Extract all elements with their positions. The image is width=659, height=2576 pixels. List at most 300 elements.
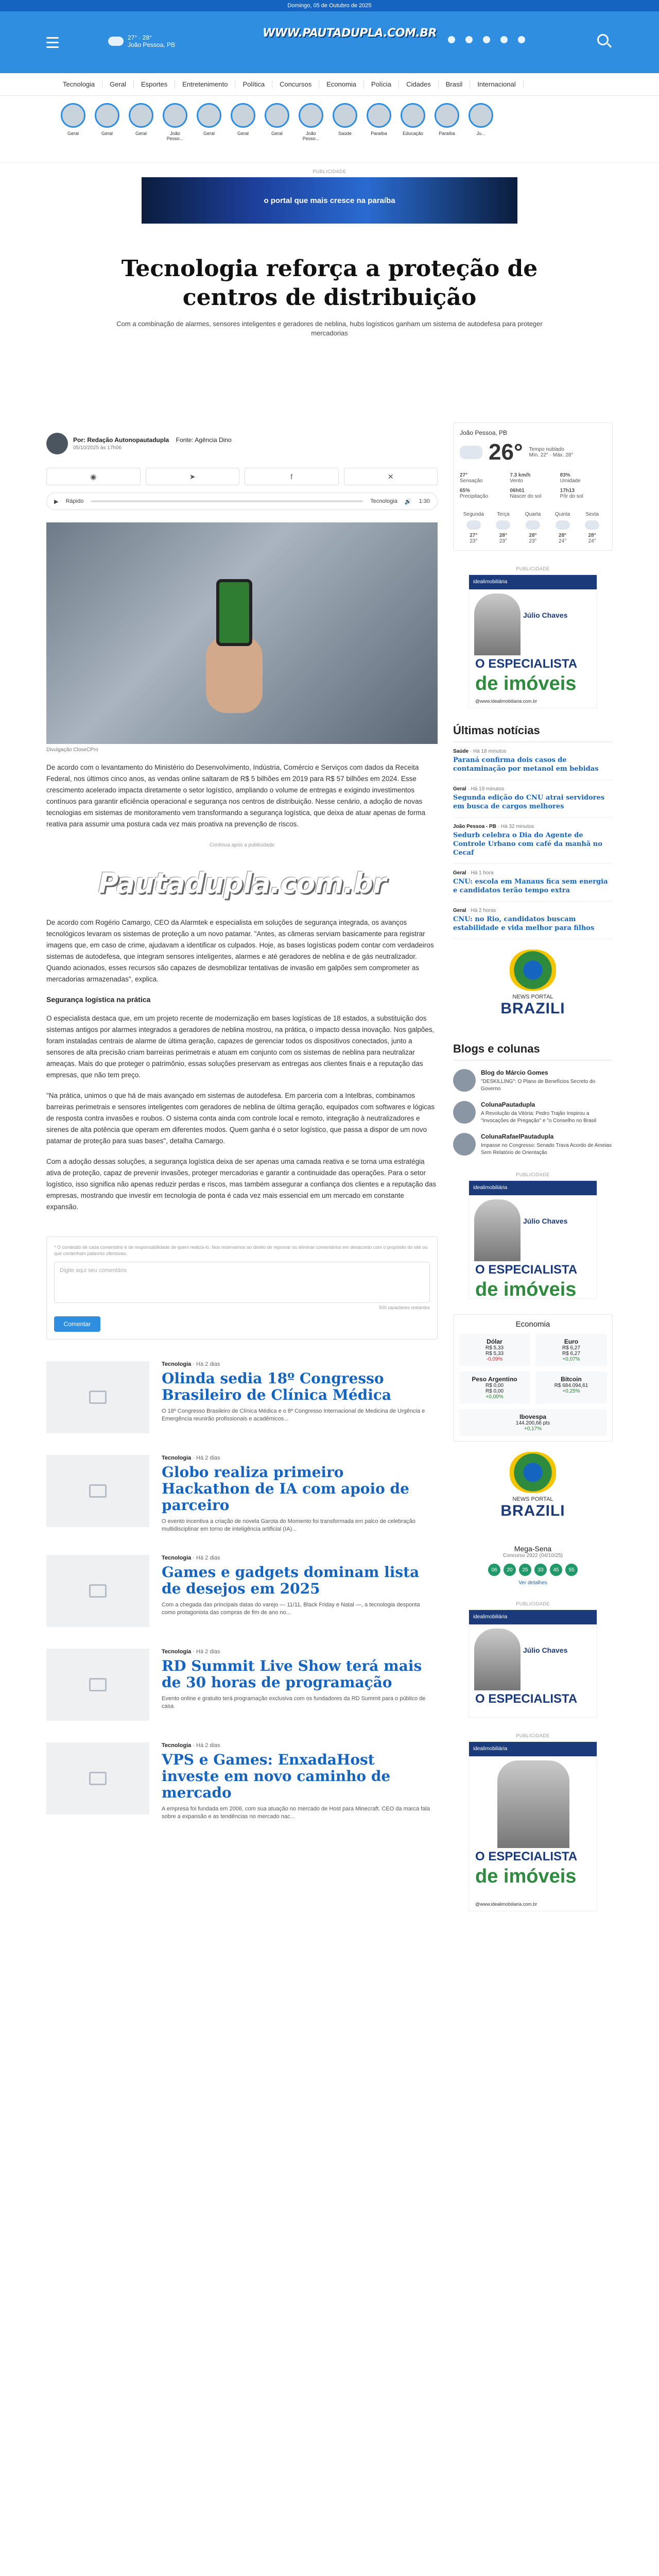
nav-item[interactable]: Internacional: [470, 80, 523, 88]
nav-item[interactable]: Entretenimento: [175, 80, 235, 88]
author-row: [46, 433, 438, 454]
economy-value-sell: R$ 0,00: [485, 1388, 504, 1394]
related-thumb[interactable]: [46, 1742, 149, 1815]
article-paragraph: O especialista destaca que, em um projeto recente de modernização em bases logísticas de 18 estados, a substituição dos sistemas antigos por alarmes integrados a geradores de neblina mostrou, na prática, o impacto dessa inovação. Nos galpões, foram instaladas centrais de alarme de última geração, capazes de gerenciar todos os dispositivos conectados, junto a sensores de alta precisão criam barreiras perimetrais e atuam em conjunto com os sistemas de neblina para neutralizar ameaças. Mais do que proteger o patrimônio, essas soluções preservam as entregas aos clientes finais e a reputação das empresas, que não tem preço.: [46, 1014, 435, 1079]
side-ad-image[interactable]: [469, 1180, 597, 1299]
social-links: [448, 36, 525, 43]
latest-category: João Pessoa - PB: [453, 824, 496, 829]
related-item[interactable]: [46, 1649, 438, 1721]
story-item[interactable]: [435, 103, 459, 162]
nav-item[interactable]: Concursos: [272, 80, 319, 88]
weather-temp: 26°: [489, 439, 523, 465]
latest-time: Há 18 minutos: [473, 749, 507, 754]
image-placeholder-icon: [89, 1391, 107, 1404]
mega-sena-widget: [453, 1545, 613, 1586]
mega-details-link[interactable]: Ver detalhes: [518, 1580, 547, 1586]
related-item[interactable]: [46, 1742, 438, 1821]
related-excerpt: O 18º Congresso Brasileiro de Clínica Médica e o 8º Congresso Internacional de Medicina de Urgência e Emergência reunirão profissionais e acadêmicos...: [162, 1408, 425, 1422]
related-meta: Tecnologia · Há 2 dias: [162, 1455, 220, 1461]
story-label: Geral: [67, 131, 79, 136]
avatar: [453, 1101, 476, 1124]
economy-name: Bitcoin: [561, 1376, 582, 1383]
related-thumb[interactable]: [46, 1455, 149, 1527]
whatsapp-icon[interactable]: [518, 36, 525, 43]
list-item[interactable]: [453, 864, 613, 902]
forecast-max: 28°: [499, 533, 507, 538]
current-date: Domingo, 05 de Outubro de 2025: [287, 3, 372, 9]
weather-desc: Tempo nublado: [529, 447, 564, 452]
forecast-max: 28°: [529, 533, 537, 538]
weather-stat-value: 65%: [460, 488, 471, 494]
comment-submit-button[interactable]: Comentar: [54, 1316, 100, 1332]
sidebar: [453, 422, 613, 1911]
economy-item: [535, 1371, 607, 1404]
related-meta: Tecnologia · Há 2 dias: [162, 1361, 220, 1367]
weather-stat-label: Vento: [510, 478, 523, 484]
weather-stat-label: Sensação: [460, 478, 483, 484]
mega-ball: 06: [488, 1564, 500, 1576]
related-item[interactable]: [46, 1455, 438, 1533]
economy-value: R$ 5,33: [485, 1345, 504, 1351]
forecast-day-name: Sexta: [585, 512, 599, 517]
related-item[interactable]: [46, 1361, 438, 1433]
weather-stat-value: 7.3 km/h: [510, 472, 531, 478]
comment-input[interactable]: Digite aqui seu comentário: [54, 1262, 430, 1303]
volume-icon[interactable]: 🔊: [404, 498, 412, 505]
side-ad-photo: [474, 1199, 521, 1261]
related-time: Há 2 dias: [196, 1361, 220, 1367]
play-icon[interactable]: ▶: [54, 498, 59, 505]
latest-meta: Geral · Há 1 hora: [453, 870, 494, 876]
weather-stat-label: Pôr do sol: [560, 494, 583, 499]
latest-category: Geral: [453, 908, 466, 913]
story-item[interactable]: [197, 103, 221, 162]
whatsapp-icon: ◉: [90, 472, 97, 481]
economy-change: -0,09%: [486, 1357, 503, 1362]
cloud-icon: [526, 520, 540, 530]
comment-note: * O conteúdo de cada comentário é de responsabilidade de quem realizá-lo. Nos reservamos ao direito de reprovar ou eliminar comentários em desacordo com o propósito do site ou que contenham palavras ofensivas.: [54, 1245, 428, 1256]
related-content: [162, 1555, 435, 1627]
brazil-map-icon: [510, 950, 556, 991]
audio-time: 1:30: [419, 498, 430, 504]
author-name: Por: Redação Autonopautadupla: [73, 436, 169, 444]
economy-name: Euro: [564, 1338, 579, 1345]
story-avatar: [333, 103, 357, 128]
blog-name[interactable]: Blog do Márcio Gomes: [481, 1069, 548, 1076]
nav-item[interactable]: Tecnologia: [56, 80, 102, 88]
forecast-day: [578, 512, 606, 544]
related-meta: Tecnologia · Há 2 dias: [162, 1649, 220, 1655]
side-ad-name: Júlio Chaves: [523, 611, 568, 619]
economy-title: Economia: [515, 1320, 550, 1329]
side-ad-name: Júlio Chaves: [523, 1217, 568, 1225]
latest-title[interactable]: CNU: no Rio, candidatos buscam estabilidade e vida melhor para filhos: [453, 916, 595, 932]
article-subheading: Segurança logística na prática: [46, 995, 151, 1004]
cloud-icon: [108, 37, 124, 46]
forecast-day-name: Terça: [497, 512, 510, 517]
story-avatar: [401, 103, 425, 128]
mid-ad-banner[interactable]: Pautadupla.com.br: [98, 867, 386, 900]
menu-icon[interactable]: [42, 32, 63, 53]
weather-stat-value: 06h01: [510, 488, 525, 494]
side-ad-line1: O ESPECIALISTA: [475, 1850, 578, 1863]
story-item[interactable]: [95, 103, 119, 162]
related-category: Tecnologia: [162, 1455, 192, 1461]
share-x-button[interactable]: [344, 468, 438, 485]
related-time: Há 2 dias: [196, 1455, 220, 1461]
article-date: 05/10/2025 às 17h06: [73, 445, 122, 451]
latest-category: Geral: [453, 786, 466, 792]
related-content: [162, 1361, 435, 1433]
nav-item[interactable]: Cidades: [399, 80, 439, 88]
list-item[interactable]: [453, 742, 613, 780]
economy-change: +0,17%: [524, 1426, 542, 1432]
cloud-icon: [556, 520, 570, 530]
related-meta: Tecnologia · Há 2 dias: [162, 1555, 220, 1561]
side-ad-line2: de imóveis: [475, 1866, 577, 1887]
economy-item: [459, 1409, 607, 1436]
facebook-icon: f: [290, 472, 293, 481]
story-item[interactable]: [469, 103, 493, 162]
blog-content: [481, 1133, 613, 1157]
side-ad[interactable]: [453, 566, 613, 708]
related-title[interactable]: Olinda sedia 18º Congresso Brasileiro de Clínica Médica: [162, 1370, 392, 1403]
story-avatar: [265, 103, 289, 128]
side-ad-site: @www.idealimobiliaria.com.br: [475, 1902, 537, 1907]
forecast-day: [519, 512, 547, 544]
side-ad-band: idealimobiliária: [469, 575, 597, 589]
side-ad-name: Júlio Chaves: [523, 1646, 568, 1654]
related-excerpt: Com a chegada das principais datas do varejo — 11/11, Black Friday e Natal —, a tecnologia desponta como protagonista das compras de fim de ano no...: [162, 1602, 420, 1616]
story-item[interactable]: [265, 103, 289, 162]
instagram-icon[interactable]: [483, 36, 490, 43]
share-telegram-button[interactable]: [146, 468, 240, 485]
forecast-day-name: Quinta: [554, 512, 570, 517]
related-thumb[interactable]: [46, 1555, 149, 1627]
economy-value: 144.200,66 pts: [515, 1420, 550, 1426]
economy-item: [459, 1371, 530, 1404]
side-ad-image[interactable]: [469, 1609, 597, 1718]
weather-stat-label: Nascer do sol: [510, 494, 542, 499]
forecast-min: 24°: [559, 538, 567, 544]
forecast-max: 28°: [559, 533, 567, 538]
side-ad[interactable]: [453, 1733, 613, 1911]
side-ad-photo: [474, 1629, 521, 1690]
story-label: Geral: [203, 131, 215, 136]
latest-title[interactable]: CNU: escola em Manaus fica sem energia e candidatos terão tempo extra: [453, 878, 608, 894]
story-avatar: [129, 103, 153, 128]
related-meta: Tecnologia · Há 2 dias: [162, 1742, 220, 1749]
related-title[interactable]: VPS e Games: EnxadaHost investe em novo caminho de mercado: [162, 1751, 391, 1801]
youtube-icon[interactable]: [500, 36, 508, 43]
top-ad-text: o portal que mais cresce na paraíba: [264, 196, 395, 205]
audio-progress[interactable]: [91, 500, 363, 502]
image-placeholder-icon: [89, 1584, 107, 1598]
nav-item[interactable]: Polícia: [364, 80, 399, 88]
article-subtitle: Com a combinação de alarmes, sensores inteligentes e geradores de neblina, hubs logísticos ganham um sistema de autodefesa para proteger mercadorias: [116, 320, 543, 337]
side-ad-photo: [474, 594, 521, 655]
x-icon: ✕: [387, 472, 394, 481]
share-facebook-button[interactable]: [245, 468, 339, 485]
economy-value-sell: R$ 5,33: [485, 1351, 504, 1357]
economy-change: +0,07%: [562, 1357, 580, 1362]
ad-label: PUBLICIDADE: [516, 566, 550, 571]
weather-forecast: [460, 512, 606, 544]
story-item[interactable]: [163, 103, 187, 162]
forecast-min: 23°: [529, 538, 537, 544]
brazil-map-icon: [510, 1452, 556, 1493]
nav-item[interactable]: Brasil: [439, 80, 471, 88]
story-avatar: [61, 103, 85, 128]
weather-stat-value: 27°: [460, 472, 468, 478]
news-portal-logo[interactable]: [492, 950, 574, 1027]
forecast-max: 27°: [470, 533, 478, 538]
side-ad-band: idealimobiliária: [469, 1181, 597, 1195]
image-caption: Divulgação CloseCPro: [46, 747, 98, 753]
audio-category: Tecnologia: [370, 498, 397, 504]
side-ad-band: idealimobiliária: [469, 1610, 597, 1624]
story-label: Paraíba: [439, 131, 455, 136]
ad-label: PUBLICIDADE: [516, 1733, 550, 1738]
weather-city: João Pessoa, PB: [460, 429, 508, 436]
latest-news-list: [453, 742, 613, 939]
related-category: Tecnologia: [162, 1649, 192, 1655]
latest-time: Há 2 horas: [471, 908, 496, 913]
story-item[interactable]: [401, 103, 425, 162]
story-avatar: [299, 103, 323, 128]
ad-continue-label: Continua após a publicidade: [209, 842, 275, 848]
cloud-icon: [496, 520, 510, 530]
story-label: Geral: [237, 131, 249, 136]
story-avatar: [435, 103, 459, 128]
economy-item: [459, 1334, 530, 1366]
image-placeholder-icon: [89, 1772, 107, 1785]
blogs-title: Blogs e colunas: [453, 1042, 613, 1061]
top-ad: [0, 169, 659, 224]
side-ad-image[interactable]: [469, 574, 597, 708]
nav-item[interactable]: Política: [235, 80, 272, 88]
avatar: [453, 1133, 476, 1156]
economy-change: +0,25%: [562, 1388, 580, 1394]
economy-value: R$ 684.094,61: [554, 1383, 588, 1388]
side-ad-image[interactable]: [469, 1741, 597, 1911]
related-time: Há 2 dias: [196, 1742, 220, 1749]
news-portal-brand: BRAZILI: [500, 1000, 565, 1017]
list-item[interactable]: [453, 780, 613, 818]
side-ad-line2: de imóveis: [475, 1279, 577, 1299]
story-avatar: [163, 103, 187, 128]
image-placeholder-icon: [89, 1484, 107, 1498]
weather-stat: [460, 472, 506, 484]
latest-category: Saúde: [453, 749, 469, 754]
mega-ball: 20: [504, 1564, 516, 1576]
blog-item[interactable]: [453, 1133, 613, 1157]
related-category: Tecnologia: [162, 1361, 192, 1367]
nav-item[interactable]: Economia: [319, 80, 364, 88]
weather-stats: [460, 472, 606, 499]
side-ad-line2: de imóveis: [475, 673, 577, 694]
ad-label: PUBLICIDADE: [516, 1601, 550, 1606]
blog-content: [481, 1101, 613, 1125]
related-content: [162, 1455, 435, 1533]
related-title[interactable]: RD Summit Live Show terá mais de 30 horas de programação: [162, 1657, 422, 1691]
article-paragraph: De acordo com o levantamento do Ministério do Desenvolvimento, Indústria, Comércio e Serviços com dados da Receita Federal, nos últimos cinco anos, as vendas online saltaram de R$ 5 bilhões em 2019 para R$ 57 bilhões em 2024. Esse crescimento acelerado impacta diretamente o setor logístico, ampliando o volume de entregas e exigindo investimentos contínuos para garantir eficiência operacional e segurança nos centros de distribuição. Nesse cenário, a adoção de novas tecnologias em sistemas de monitoramento vem transformando a segurança logística, que deixa de atuar apenas de forma reativa para assumir uma postura cada vez mais proativa na prevenção de riscos.: [46, 764, 426, 828]
blog-name[interactable]: ColunaRafaelPautadupla: [481, 1133, 554, 1140]
related-time: Há 2 dias: [196, 1555, 220, 1561]
forecast-day: [460, 512, 488, 544]
article-main: [46, 422, 438, 1821]
economy-value: R$ 0,00: [485, 1383, 504, 1388]
search-icon[interactable]: [597, 34, 609, 45]
weather-range: Mín. 22° · Máx. 28°: [529, 452, 574, 458]
weather-stat: [510, 488, 556, 499]
avatar: [46, 433, 68, 454]
site-logo[interactable]: WWW.PAUTADUPLA.COM.BR: [263, 27, 437, 40]
weather-stat: [560, 472, 606, 484]
list-item[interactable]: [453, 902, 613, 939]
latest-title[interactable]: Segunda edição do CNU atrai servidores em busca de cargos melhores: [453, 794, 605, 810]
image-placeholder-icon: [89, 1678, 107, 1691]
side-ad[interactable]: [453, 1172, 613, 1299]
weather-stat-value: 17h13: [560, 488, 575, 494]
blog-post-title[interactable]: A Revolução da Vitória: Pedro Trajão Inspirou a "Invocações de Pregação" e "o Conselho no Brasil: [481, 1111, 597, 1124]
story-avatar: [231, 103, 255, 128]
facebook-icon[interactable]: [448, 36, 455, 43]
article-hero-image: [46, 522, 438, 744]
forecast-min: 24°: [588, 538, 596, 544]
blog-item[interactable]: [453, 1069, 613, 1093]
audio-player: [46, 493, 438, 510]
story-label: João Pesso...: [302, 131, 320, 141]
story-item[interactable]: [61, 103, 85, 162]
latest-meta: Geral · Há 2 horas: [453, 908, 496, 913]
story-label: Geral: [101, 131, 113, 136]
header-weather-city: João Pessoa, PB: [128, 41, 176, 48]
side-ad-band: idealimobiliária: [469, 1742, 597, 1756]
weather-stat: [560, 488, 606, 499]
blog-post-title[interactable]: "DESKILLING": O Plano de Benefícios Secreto do Governo: [481, 1079, 596, 1092]
forecast-min: 23°: [499, 538, 507, 544]
mega-title: Mega-Sena: [514, 1545, 552, 1553]
related-item[interactable]: [46, 1555, 438, 1627]
latest-meta: Geral · Há 19 minutos: [453, 786, 504, 792]
latest-meta: Saúde · Há 18 minutos: [453, 749, 507, 754]
related-excerpt: A empresa foi fundada em 2006, com sua atuação no mercado de Host para Minecraft. CEO da marca fala sobre a expansão e as tendências no mercado nac...: [162, 1806, 430, 1820]
mega-ball: 45: [550, 1564, 562, 1576]
latest-meta: João Pessoa - PB · Há 32 minutos: [453, 824, 534, 829]
article-paragraph: Com a adoção dessas soluções, a segurança logística deixa de ser apenas uma camada reativa e se torna uma estratégia ativa de proteção, capaz de prevenir invasões, proteger mercadorias e garantir a continuidade das operações. Para o setor logístico, isso significa não apenas reduzir perdas e riscos, mas também assegurar a confiança dos clientes e a reputação das empresas, mostrando que investir em tecnologia de ponta é cada vez mais essencial em um mercado em constante expansão.: [46, 1158, 437, 1211]
weather-stat: [460, 488, 506, 499]
story-item[interactable]: [333, 103, 357, 162]
mega-ball: 55: [565, 1564, 578, 1576]
nav-item[interactable]: Geral: [102, 80, 134, 88]
story-avatar: [469, 103, 493, 128]
story-avatar: [197, 103, 221, 128]
blog-post-title[interactable]: Impasse no Congresso: Senado Trava Acordo de Ameias Sem Relatório de Orientação: [481, 1143, 612, 1156]
top-date-bar: [0, 0, 659, 11]
story-label: Educação: [402, 131, 424, 136]
x-icon[interactable]: [465, 36, 473, 43]
related-thumb[interactable]: [46, 1649, 149, 1721]
story-avatar: [367, 103, 391, 128]
related-content: [162, 1649, 435, 1721]
nav-item[interactable]: Esportes: [134, 80, 175, 88]
news-portal-name: NEWS PORTAL: [512, 1496, 553, 1502]
story-item[interactable]: [231, 103, 255, 162]
blog-item[interactable]: [453, 1101, 613, 1125]
blogs-list: [453, 1069, 613, 1157]
news-portal-brand: BRAZILI: [500, 1502, 565, 1519]
header-weather-temps: 27° · 28°: [128, 34, 152, 41]
latest-time: Há 19 minutos: [471, 786, 504, 792]
article-paragraph: De acordo com Rogério Camargo, CEO da Alarmtek e especialista em soluções de segurança integrada, os avanços tecnológicos levaram os sistemas de proteção a um novo patamar. "Antes, as câmeras serviam basicamente para registrar imagens que, em caso de crime, ajudavam a identificar os culpados. Hoje, as bases logísticas podem contar com verdadeiros sistemas de autodefesa, que integram sensores inteligentes, alarmes e até geradores de neblina e de gás neutralizador. Quando acionados, esses recursos são capazes de desmobilizar tentativas de invasão em galpões sem comprometer as mercadorias armazenadas", explica.: [46, 919, 434, 983]
cloud-icon: [585, 520, 599, 530]
latest-news-title: Últimas notícias: [453, 724, 613, 742]
related-time: Há 2 dias: [196, 1649, 220, 1655]
news-portal-logo[interactable]: [492, 1452, 574, 1529]
top-ad-banner[interactable]: [142, 177, 517, 224]
story-item[interactable]: [367, 103, 391, 162]
forecast-max: 28°: [588, 533, 596, 538]
mega-numbers: [453, 1564, 613, 1576]
story-item[interactable]: [129, 103, 153, 162]
weather-widget: [453, 422, 613, 551]
related-category: Tecnologia: [162, 1555, 192, 1561]
avatar: [453, 1069, 476, 1092]
comment-char-count: 500 caracteres restantes: [378, 1305, 430, 1310]
related-title[interactable]: Games e gadgets dominam lista de desejos em 2025: [162, 1564, 420, 1597]
story-label: Geral: [271, 131, 283, 136]
mega-ball: 25: [519, 1564, 531, 1576]
latest-title[interactable]: Sedurb celebra o Dia do Agente de Controle Urbano com café da manhã no Cecaf: [453, 832, 602, 857]
story-label: Paraíba: [371, 131, 387, 136]
side-ad-site: @www.idealimobiliaria.com.br: [475, 699, 537, 704]
article-title: Tecnologia reforça a proteção de centros de distribuição: [121, 256, 538, 311]
related-thumb[interactable]: [46, 1361, 149, 1433]
weather-stat-label: Umidade: [560, 478, 581, 484]
blog-name[interactable]: ColunaPautadupla: [481, 1101, 535, 1108]
side-ad-line1: O ESPECIALISTA: [475, 1263, 578, 1277]
side-ad-photo: [497, 1760, 569, 1848]
economy-change: +0,00%: [485, 1394, 504, 1400]
forecast-day-name: Segunda: [463, 512, 484, 517]
story-item[interactable]: [299, 103, 323, 162]
list-item[interactable]: [453, 818, 613, 864]
audio-speed[interactable]: Rápido: [65, 498, 84, 504]
cloud-icon: [466, 520, 481, 530]
forecast-day: [490, 512, 517, 544]
related-content: [162, 1742, 435, 1821]
economy-name: Dólar: [487, 1338, 502, 1345]
latest-title[interactable]: Paraná confirma dois casos de contaminação por metanol em bebidas: [453, 756, 599, 773]
economy-name: Peso Argentino: [472, 1376, 517, 1383]
article-source: Fonte: Agência Dino: [176, 436, 232, 444]
side-ad[interactable]: [453, 1601, 613, 1718]
story-label: João Pesso...: [166, 131, 184, 141]
header-weather[interactable]: [108, 34, 175, 48]
share-whatsapp-button[interactable]: [46, 468, 141, 485]
story-label: Geral: [135, 131, 147, 136]
story-label: Ju...: [476, 131, 485, 136]
related-category: Tecnologia: [162, 1742, 192, 1749]
mega-date: Concurso 2922 (04/10/25): [502, 1553, 563, 1558]
latest-time: Há 1 hora: [471, 870, 494, 876]
economy-name: Ibovespa: [519, 1413, 547, 1420]
site-header: [0, 11, 659, 73]
related-title[interactable]: Globo realiza primeiro Hackathon de IA com apoio de parceiro: [162, 1464, 409, 1514]
telegram-icon: ➤: [189, 472, 196, 481]
comment-form: [46, 1236, 438, 1340]
